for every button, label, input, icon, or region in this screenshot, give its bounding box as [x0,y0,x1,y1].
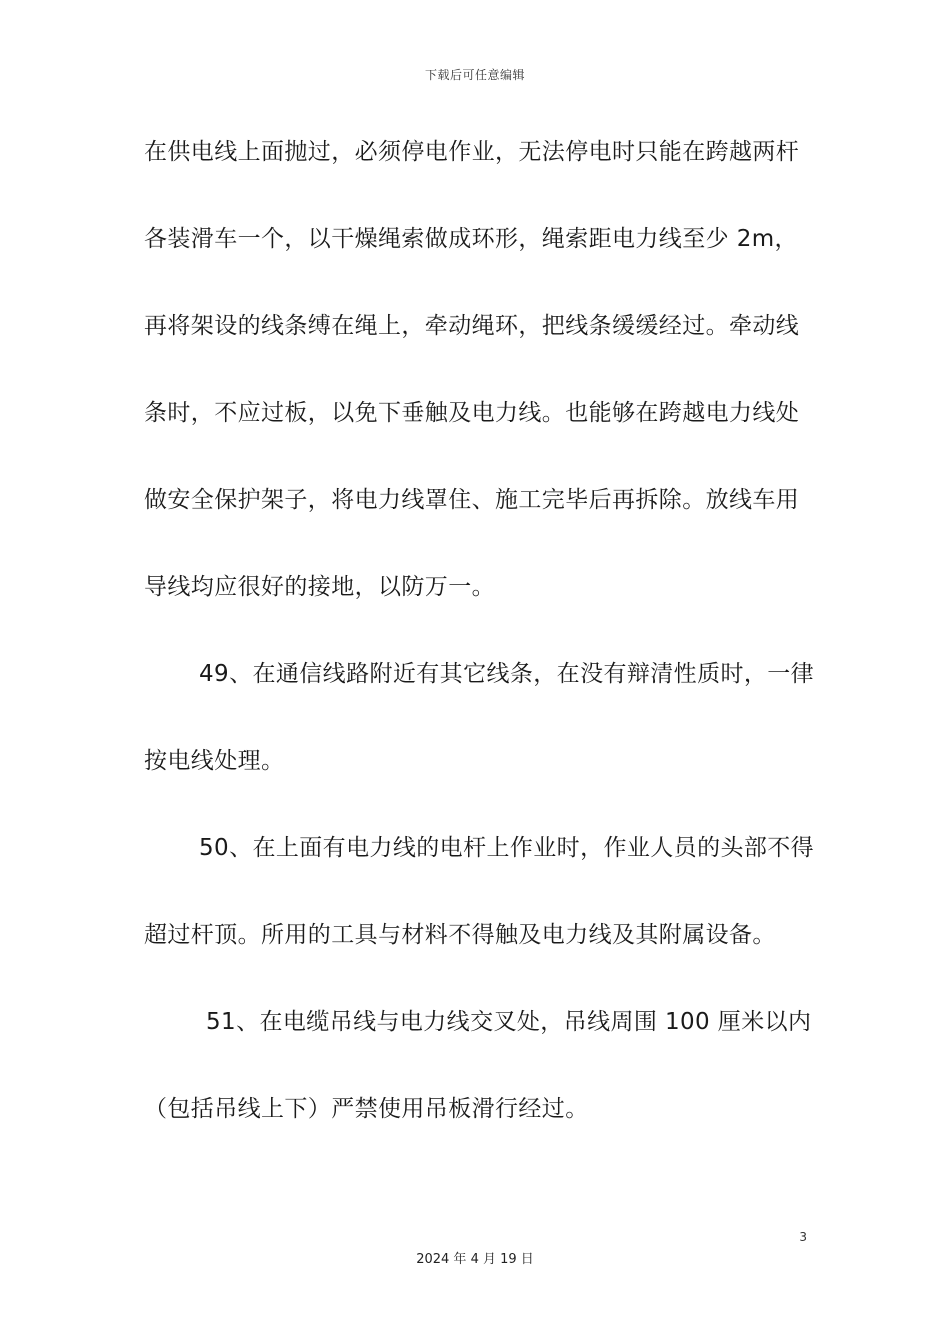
paragraph-50-start: 50、在上面有电力线的电杆上作业时，作业人员的头部不得 [199,835,815,861]
paragraph-51-start: 51、在电缆吊线与电力线交叉处，吊线周围 100 厘米以内 [206,1009,812,1035]
footer-date: 2024 年 4 月 19 日 [416,1252,534,1267]
body-line: 在供电线上面抛过，必须停电作业，无法停电时只能在跨越两杆 [144,139,800,165]
body-line: 导线均应很好的接地，以防万一。 [144,574,495,600]
body-line: （包括吊线上下）严禁使用吊板滑行经过。 [144,1096,589,1122]
body-line: 条时，不应过板，以免下垂触及电力线。也能够在跨越电力线处 [144,400,800,426]
body-line: 超过杆顶。所用的工具与材料不得触及电力线及其附属设备。 [144,922,776,948]
body-line: 做安全保护架子，将电力线罩住、施工完毕后再拆除。放线车用 [144,487,800,513]
document-body [144,130,815,1174]
body-line: 各装滑车一个，以干燥绳索做成环形，绳索距电力线至少 2m， [144,226,798,252]
body-line: 再将架设的线条缚在绳上，牵动绳环，把线条缓缓经过。牵动线 [144,313,800,339]
paragraph-49-start: 49、在通信线路附近有其它线条，在没有辩清性质时，一律 [199,661,815,687]
body-line: 按电线处理。 [144,748,285,774]
page-header: 下载后可任意编辑 [424,68,525,82]
page-number: 3 [799,1230,807,1244]
